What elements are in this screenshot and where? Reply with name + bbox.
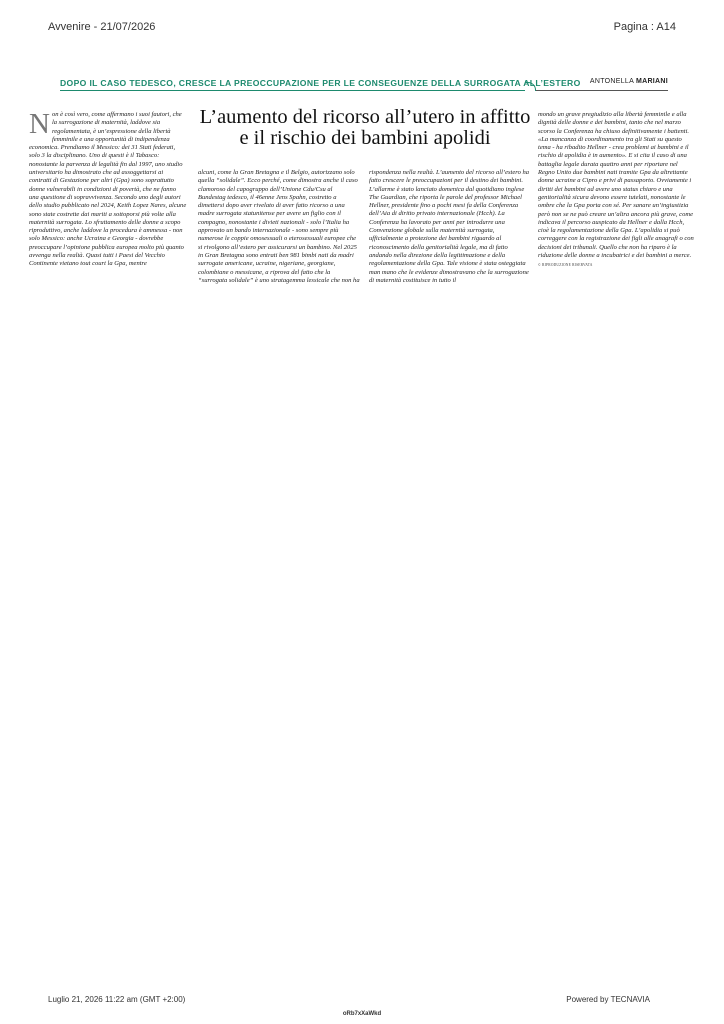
page-number: Pagina : A14 bbox=[613, 21, 676, 33]
article-kicker: DOPO IL CASO TEDESCO, CRESCE LA PREOCCUPAZIONE PER LE CONSEGUENZE DELLA SURROGATA ALL’ESTERO bbox=[60, 78, 581, 88]
byline-rule bbox=[536, 90, 668, 91]
article-column-4 bbox=[538, 111, 696, 268]
document-code: oRb7xXaWkd bbox=[342, 1011, 382, 1017]
column-2-text: alcuni, come la Gran Bretagna e il Belgio, autorizzano solo quella “solidale”. Ecco perché, come dimostra anche il caso clamoroso del capogruppo dell’Unione Cdu/Csu al Bundestag tedesco, il 46enne Jens Spahn, costretto a dimettersi dopo aver rivelato di aver fatto ricorso a una madre surrogata statunitense per avere un figlio con il compagno, nonostante i divieti nazionali - solo l’Italia ha approvato un bando internazionale - sono sempre più numerose le coppie omosessuali o eterosessuali europee che si rivolgono all’estero per assicurarsi un bambino. Nel 2025 in Gran Bretagna sono entrati ben 981 bimbi nati da madri surrogate americane, ucraine, nigeriane, georgiane, colombiane o messicane, a riprova del fatto che la “surrogata solidale” è uno stratagemma lessicale che non ha bbox=[198, 169, 360, 284]
publication-date: Avvenire - 21/07/2026 bbox=[48, 21, 156, 33]
powered-by: Powered by TECNAVIA bbox=[566, 995, 650, 1004]
copyright-notice: © RIPRODUZIONE RISERVATA bbox=[538, 263, 593, 268]
drop-cap: N bbox=[29, 108, 50, 140]
headline-line-2: e il rischio dei bambini apolidi bbox=[239, 127, 491, 149]
article-headline bbox=[198, 107, 532, 149]
footer-timestamp: Luglio 21, 2026 11:22 am (GMT +2:00) bbox=[48, 995, 186, 1004]
column-3-text: rispondenza nella realtà. L’aumento del ricorso all’estero ha fatto crescere le preoccupazioni per il destino dei bambini. L’allarme è stato lanciato domenica dal quotidiano inglese The Guardian, che riporta le parole del professor Michael Hellner, presidente fino a pochi mesi fa della Conferenza dell’Aia di diritto privato internazionale (Hcch). La Conferenza ha lavorato per anni per introdurre una Convenzione globale sulla maternità surrogata, ufficialmente a protezione dei bambini riguardo al riconoscimento della genitorialità legale, ma di fatto andando nella direzione della legittimazione e della regolamentazione della Gpa. Tale visione è stata osteggiata man mano che le evidenze dimostravano che la surrogazione di maternità costituisce in tutto il bbox=[369, 169, 530, 284]
headline-line-1: L’aumento del ricorso all’utero in affitto bbox=[199, 106, 531, 128]
article-column-2 bbox=[198, 169, 360, 285]
author-first-name: ANTONELLA bbox=[589, 78, 634, 85]
article-column-3 bbox=[369, 169, 530, 285]
article-column-1 bbox=[29, 108, 187, 269]
author-last-name: MARIANI bbox=[635, 78, 668, 85]
author-byline bbox=[590, 78, 668, 85]
column-1-text: on è così vero, come affermano i suoi fautori, che la surrogazione di maternità, laddove sia regolamentata, è un’espressione della libertà femminile e una opportunità di indipendenza economica. Prendiamo il Messico: dei 31 Stati federati, solo 3 la disciplinano. Uno di questi è il Tabasco: nonostante la parvenza di legalità fin dal 1997, uno studio universitario ha dimostrato che ad assoggettarsi ai contratti di Gestazione per altri (Gpa) sono soprattutto donne vulnerabili in condizioni di povertà, che ne fanno una questione di sopravvivenza. Secondo uno degli autori dello studio pubblicato nel 2024, Keith Lopez Nares, alcune sono state costrette dai mariti a sottoporsi più volte alla maternità surrogata. Lo sfruttamento delle donne a scopo riproduttivo, anche laddove la procedura è ammessa - non solo Messico: anche Ucraina e Georgia - dovrebbe preoccupare l’opinione pubblica europea molto più quanto avvenga nella realtà. Quasi tutti i Paesi del Vecchio Continente vietano tout court la Gpa, mentre bbox=[29, 111, 187, 268]
kicker-rule bbox=[60, 90, 525, 91]
column-4-text: mondo un grave pregiudizio alla libertà femminile e alla dignità delle donne e dei bambini, tanto che nel marzo scorso la Conferenza ha chiuso definitivamente i battenti. «La mancanza di coordinamento tra gli Stati su questo tema - ha ribadito Hellner - crea problemi ai bambini e il rischio di apolidia è in aumento». E si cita il caso di una battaglia legale durata quattro anni per riportare nel Regno Unito due bambini nati tramite Gpa da altrettante donne ucraine a Cipro e privi di passaporto. Ovviamente i diritti dei bambini ad avere uno status chiaro e una genitorialità sicura devono essere tutelati, nonostante le ombre che la Gpa porta con sé. Per sanare un’ingiustizia però non se ne può creare un’altra ancora più grave, come indicava il percorso auspicato da Hellner e dalla Hcch, cioè la regolamentazione della Gpa. L’apolidia si può correggere con la registrazione dei figli alle anagrafi o con decisioni dei tribunali. Quello che non ha riparo è la riduzione delle donne a incubatrici e dei bambini a merce. bbox=[538, 111, 694, 260]
